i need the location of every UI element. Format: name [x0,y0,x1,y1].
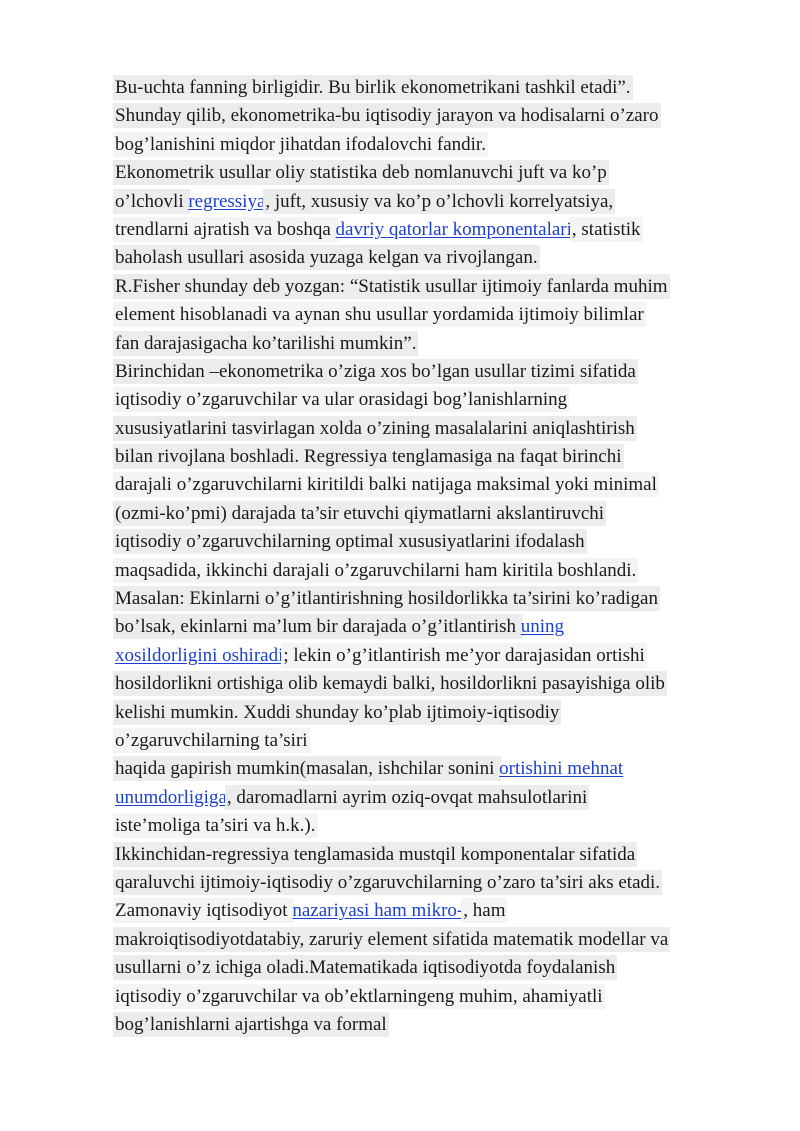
text-segment: Birinchidan –ekonometrika o’ziga xos bo’lgan usullar tizimi sifatida [115,360,636,382]
text-segment: Bu-uchta fanning birligidir. Bu birlik ekonometrikani tashkil etadi”. [115,77,631,98]
text-line [115,755,755,783]
text-segment: darajali o’zgaruvchilarni kiritildi balki natijaga maksimal yoki minimal [115,474,657,496]
text-segment: bo’lsak, ekinlarni ma’lum bir darajada o’g’itlantirish [115,616,521,638]
text-line [115,897,755,925]
text-line [115,1011,755,1039]
text-segment: iqtisodiy o’zgaruvchilar va ular orasidagi bog’lanishlarning [115,389,568,411]
text-line [115,301,755,329]
text-line [115,443,755,471]
text-line [115,983,755,1011]
text-segment: makroiqtisodiyotdatabiy, zaruriy element sifatida matematik modellar va [115,928,669,950]
text-segment: ; lekin o’g’itlantirish me’yor darajasidan ortishi [283,644,645,666]
text-segment: R.Fisher shunday deb yozgan: “Statistik usullar ijtimoiy fanlarda muhim [115,275,668,297]
document-page [115,74,755,1039]
text-line [115,670,755,698]
text-segment: iqtisodiy o’zgaruvchilar va ob’ektlarningeng muhim, ahamiyatli [115,985,603,1007]
text-segment: kelishi mumkin. Xuddi shunday ko’plab ijtimoiy-iqtisodiy [115,701,560,723]
text-line [115,358,755,386]
text-segment: bog’lanishlarni ajartishga va formal [115,1013,387,1035]
hyperlink[interactable]: regressiya [188,190,266,212]
text-segment: Ekonometrik usullar oliy statistika deb nomlanuvchi juft va ko’p [115,162,607,184]
text-segment: bilan rivojlana boshladi. Regressiya tenglamasiga na faqat birinchi [115,446,622,468]
hyperlink[interactable]: unumdorligiga [115,786,227,808]
text-line [115,415,755,443]
text-line [115,386,755,414]
text-segment: , juft, xususiy va ko’p o’lchovli korrelyatsiya, [265,190,614,212]
text-segment: usullarni o’z ichiga oladi.Matematikada iqtisodiyotda foydalanish [115,957,616,979]
text-line [115,812,755,840]
text-segment: Ikkinchidan-regressiya tenglamasida mustqil komponentalar sifatida [115,843,636,865]
hyperlink[interactable]: xosildorligini oshiradi [115,644,284,666]
text-segment: iste’moliga ta’siri va h.k.). [115,815,316,837]
text-segment: o’zgaruvchilarning ta’siri [115,729,308,751]
text-segment: fan darajasigacha ko’tarilishi mumkin”. [115,332,417,354]
text-line [115,613,755,641]
hyperlink[interactable]: davriy qatorlar komponentalari [335,218,572,240]
text-segment: iqtisodiy o’zgaruvchilarning optimal xususiyatlarini ifodalash [115,531,585,553]
text-segment: , daromadlarni ayrim oziq-ovqat mahsulotlarini [226,786,588,808]
hyperlink[interactable]: ortishini mehnat [499,758,624,780]
text-line [115,699,755,727]
text-segment: (ozmi-ko’pmi) darajada ta’sir etuvchi qiymatlarni akslantiruvchi [115,502,605,524]
text-segment: Zamonaviy iqtisodiyot [115,900,293,922]
text-segment: haqida gapirish mumkin(masalan, ishchilar sonini [115,758,500,780]
text-segment: , statistik [571,218,641,240]
text-line [115,74,755,102]
text-line [115,784,755,812]
text-segment: xususiyatlarini tasvirlagan xolda o’zining masalalarini aniqlashtirish [115,417,635,439]
text-line [115,244,755,272]
text-line [115,131,755,159]
text-line [115,642,755,670]
text-line [115,954,755,982]
text-segment: trendlarni ajratish va boshqa [115,218,336,240]
text-line [115,500,755,528]
text-line [115,528,755,556]
text-line [115,585,755,613]
text-segment: qaraluvchi ijtimoiy-iqtisodiy o’zgaruvchilarning o’zaro ta’siri aks etadi. [115,871,661,893]
text-line [115,926,755,954]
hyperlink[interactable]: uning [520,616,565,638]
text-segment: bog’lanishini miqdor jihatdan ifodalovchi fandir. [115,133,486,155]
text-segment: Masalan: Ekinlarni o’g’itlantirishning hosildorlikka ta’sirini ko’radigan [115,588,658,610]
text-line [115,188,755,216]
text-segment: element hisoblanadi va aynan shu usullar yordamida ijtimoiy bilimlar [115,304,644,326]
text-line [115,330,755,358]
text-segment: maqsadida, ikkinchi darajali o’zgaruvchilarni ham kiritila boshlandi. [115,559,637,581]
text-segment: , ham [463,900,506,922]
text-segment: hosildorlikni ortishiga olib kemaydi balki, hosildorlikni pasayishiga olib [115,673,665,695]
text-line [115,557,755,585]
text-line [115,102,755,130]
text-line [115,727,755,755]
text-line [115,216,755,244]
text-line [115,869,755,897]
text-line [115,471,755,499]
text-line [115,159,755,187]
text-segment: Shunday qilib, ekonometrika-bu iqtisodiy jarayon va hodisalarni o’zaro [115,105,659,127]
text-segment: o’lchovli [115,190,189,212]
text-line [115,273,755,301]
text-line [115,841,755,869]
hyperlink[interactable]: nazariyasi ham mikro- [292,900,464,922]
text-segment: baholash usullari asosida yuzaga kelgan va rivojlangan. [115,247,538,269]
